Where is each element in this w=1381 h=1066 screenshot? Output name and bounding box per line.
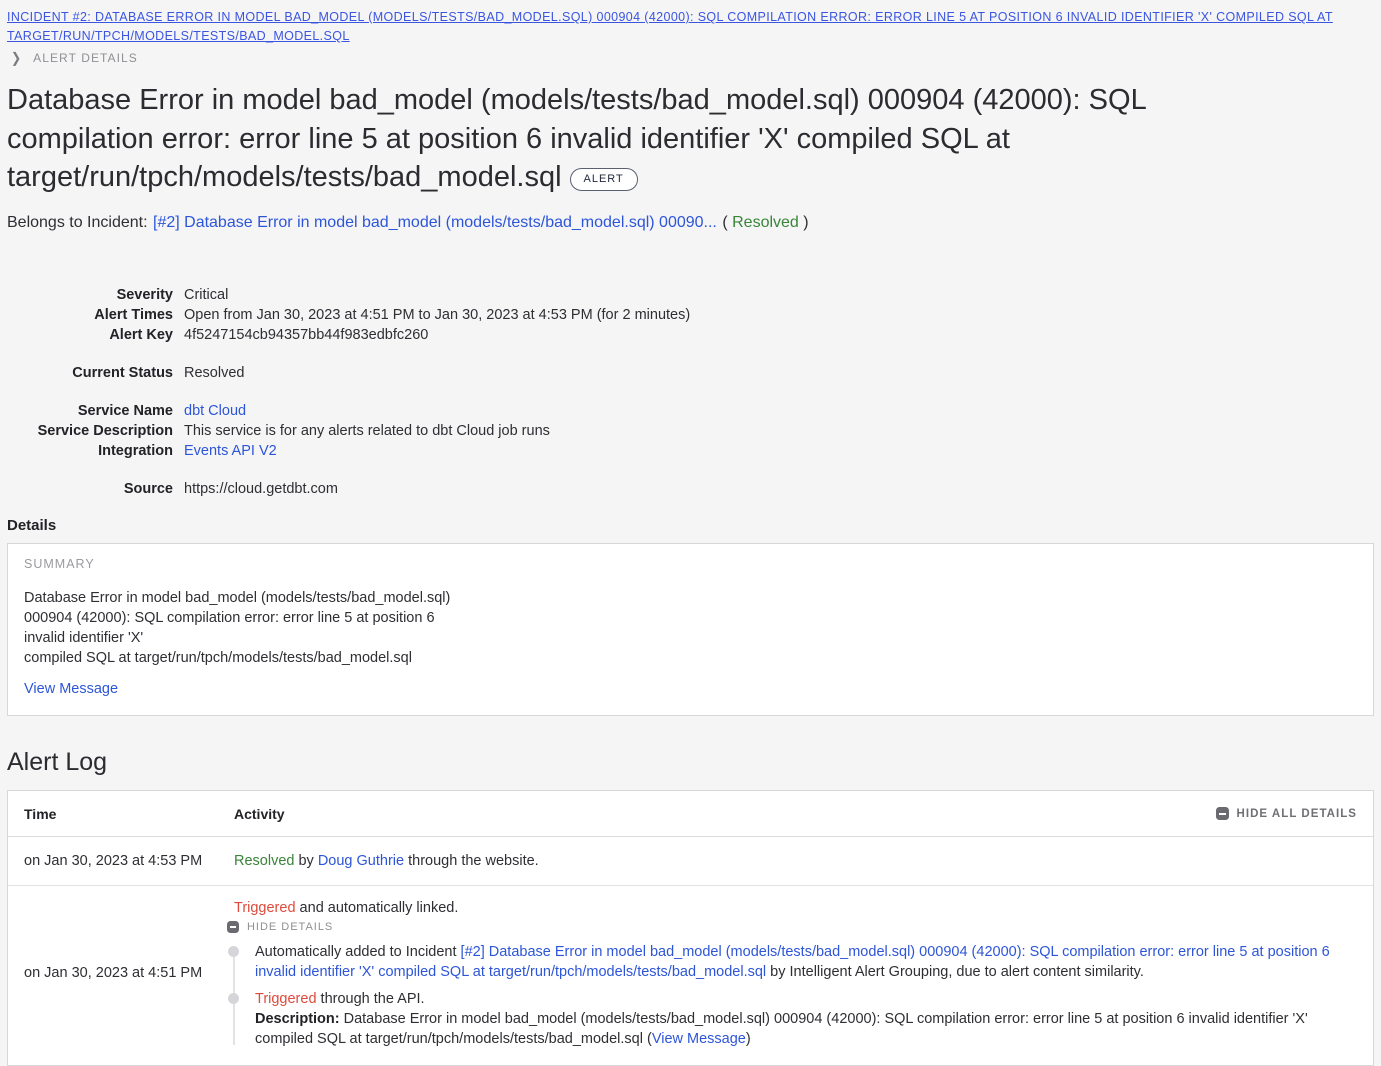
- details-summary-box: [7, 543, 1374, 716]
- minus-square-icon: [1216, 807, 1229, 820]
- field-row-alert-times: [7, 305, 1374, 325]
- log-text: by Intelligent Alert Grouping, due to alert content similarity.: [766, 963, 1144, 980]
- log-text: by: [294, 852, 318, 869]
- summary-line: invalid identifier 'X': [24, 629, 144, 646]
- field-label: Service Name: [77, 402, 173, 419]
- triggered-line: [255, 989, 1357, 1009]
- log-status-resolved: Resolved: [234, 852, 295, 869]
- summary-line: Database Error in model bad_model (models/tests/bad_model.sql): [24, 589, 451, 606]
- summary-line: compiled SQL at target/run/tpch/models/tests/bad_model.sql: [24, 649, 412, 666]
- summary-label: SUMMARY: [24, 556, 95, 571]
- alert-log-row-triggered: [8, 886, 1373, 1065]
- timeline-dot-icon: [228, 993, 239, 1004]
- timeline-entry-text: [255, 942, 1357, 982]
- description-line: [255, 1009, 1357, 1049]
- log-text: and automatically linked.: [295, 899, 459, 916]
- alert-log-header-row: [8, 791, 1373, 837]
- hide-details-label: HIDE DETAILS: [247, 920, 334, 933]
- paren-close: ): [803, 213, 809, 231]
- actor-link[interactable]: Doug Guthrie: [317, 852, 405, 869]
- log-activity-summary: [234, 898, 1357, 918]
- paren-close: ): [745, 1030, 751, 1047]
- log-text: through the API.: [316, 990, 425, 1007]
- timeline-entry-added-to-incident: [228, 942, 1357, 982]
- column-header-activity: Activity: [234, 805, 285, 822]
- field-value: 4f5247154cb94357bb44f983edbfc260: [184, 326, 429, 343]
- field-value: This service is for any alerts related to dbt Cloud job runs: [184, 422, 550, 439]
- alert-log-table: [7, 790, 1374, 1066]
- description-label: Description:: [255, 1010, 340, 1027]
- service-name-link[interactable]: dbt Cloud: [184, 402, 247, 419]
- field-label: Severity: [116, 286, 173, 303]
- log-activity: [234, 898, 1357, 1049]
- chevron-right-icon: ❯: [11, 49, 23, 67]
- breadcrumb-current-row: [11, 51, 1374, 65]
- field-group-source: [7, 479, 1374, 499]
- field-row-service-name: [7, 401, 1374, 421]
- view-message-link[interactable]: View Message: [24, 680, 119, 697]
- breadcrumb-incident-link[interactable]: INCIDENT #2: DATABASE ERROR IN MODEL BAD_MODEL (MODELS/TESTS/BAD_MODEL.SQL) 000904 (42000): SQL COMPILATION ERROR: ERROR LINE 5 AT POSITION 6 INVALID IDENTIFIER 'X' COMPILED SQL AT TARGET/RUN/TPCH/MODELS/TESTS/BAD_MODEL.SQL: [7, 10, 1333, 43]
- field-group-status: [7, 363, 1374, 383]
- field-group-times: [7, 285, 1374, 345]
- minus-square-icon: [227, 921, 239, 933]
- field-row-service-description: [7, 421, 1374, 441]
- log-detail-timeline: [228, 942, 1357, 1049]
- description-text: Database Error in model bad_model (models/tests/bad_model.sql) 000904 (42000): SQL compilation error: error line 5 at position 6 invalid identifier 'X' compiled SQL at target/run/tpch/models/tests/bad_model.sql (: [255, 1010, 1308, 1047]
- log-text: through the website.: [404, 852, 539, 869]
- alert-log-row-resolved: [8, 837, 1373, 886]
- summary-text: [24, 588, 1357, 668]
- column-header-time: Time: [24, 805, 57, 822]
- incident-link[interactable]: [#2] Database Error in model bad_model (models/tests/bad_model.sql) 000904 (42000): SQL compilation error: error line 5 at position 6 invalid identifier 'X' compiled SQL at target/run/tpch/models/tests/bad_model.sql: [255, 943, 1330, 980]
- breadcrumb-current-label: ALERT DETAILS: [33, 51, 138, 65]
- paren-open: (: [722, 213, 728, 231]
- field-row-severity: [7, 285, 1374, 305]
- alert-log-heading: Alert Log: [7, 747, 108, 776]
- field-row-source: [7, 479, 1374, 499]
- field-label: Alert Key: [109, 326, 173, 343]
- view-message-link[interactable]: View Message: [651, 1030, 746, 1047]
- log-time: on Jan 30, 2023 at 4:51 PM: [24, 965, 203, 981]
- integration-link[interactable]: Events API V2: [184, 442, 277, 459]
- log-time: on Jan 30, 2023 at 4:53 PM: [24, 852, 203, 869]
- field-value: Open from Jan 30, 2023 at 4:51 PM to Jan 30, 2023 at 4:53 PM (for 2 minutes): [184, 306, 691, 323]
- timeline-entry-text: [255, 989, 1357, 1049]
- field-label: Integration: [98, 442, 173, 459]
- hide-all-details-label: HIDE ALL DETAILS: [1236, 807, 1357, 820]
- hide-all-details-button[interactable]: [1216, 807, 1358, 820]
- timeline-entry-triggered: [228, 989, 1357, 1049]
- breadcrumb: [7, 8, 1374, 46]
- log-activity: [234, 851, 1357, 871]
- page-title-text: Database Error in model bad_model (models/tests/bad_model.sql) 000904 (42000): SQL compilation error: error line 5 at position 6 invalid identifier 'X' compiled SQL at target/run/tpch/models/tests/bad_model.sql: [7, 84, 1146, 193]
- details-heading: Details: [7, 516, 57, 534]
- page-title: [7, 81, 1242, 197]
- alert-type-badge: ALERT: [570, 168, 638, 191]
- hide-details-button[interactable]: [227, 921, 333, 933]
- field-label: Source: [123, 480, 173, 497]
- field-value: [184, 441, 277, 461]
- field-value: [184, 401, 246, 421]
- field-row-integration: [7, 441, 1374, 461]
- field-label: Alert Times: [94, 306, 173, 323]
- log-text: Automatically added to Incident: [255, 943, 461, 960]
- field-value: Critical: [184, 286, 229, 303]
- summary-line: 000904 (42000): SQL compilation error: error line 5 at position 6: [24, 609, 435, 626]
- alert-fields: [7, 285, 1374, 499]
- field-value: https://cloud.getdbt.com: [184, 480, 338, 497]
- belongs-to-incident-line: [7, 214, 1374, 232]
- field-row-alert-key: [7, 325, 1374, 345]
- incident-status: Resolved: [732, 213, 799, 231]
- field-row-current-status: [7, 363, 1374, 383]
- log-status-triggered: Triggered: [255, 990, 317, 1007]
- field-label: Current Status: [72, 364, 173, 381]
- field-label: Service Description: [37, 422, 173, 439]
- belongs-label: Belongs to Incident:: [7, 213, 148, 231]
- incident-link[interactable]: [#2] Database Error in model bad_model (models/tests/bad_model.sql) 00090...: [153, 213, 717, 231]
- field-value-status: Resolved: [184, 364, 245, 381]
- log-status-triggered: Triggered: [234, 899, 296, 916]
- timeline-dot-icon: [228, 946, 239, 957]
- field-group-service: [7, 401, 1374, 461]
